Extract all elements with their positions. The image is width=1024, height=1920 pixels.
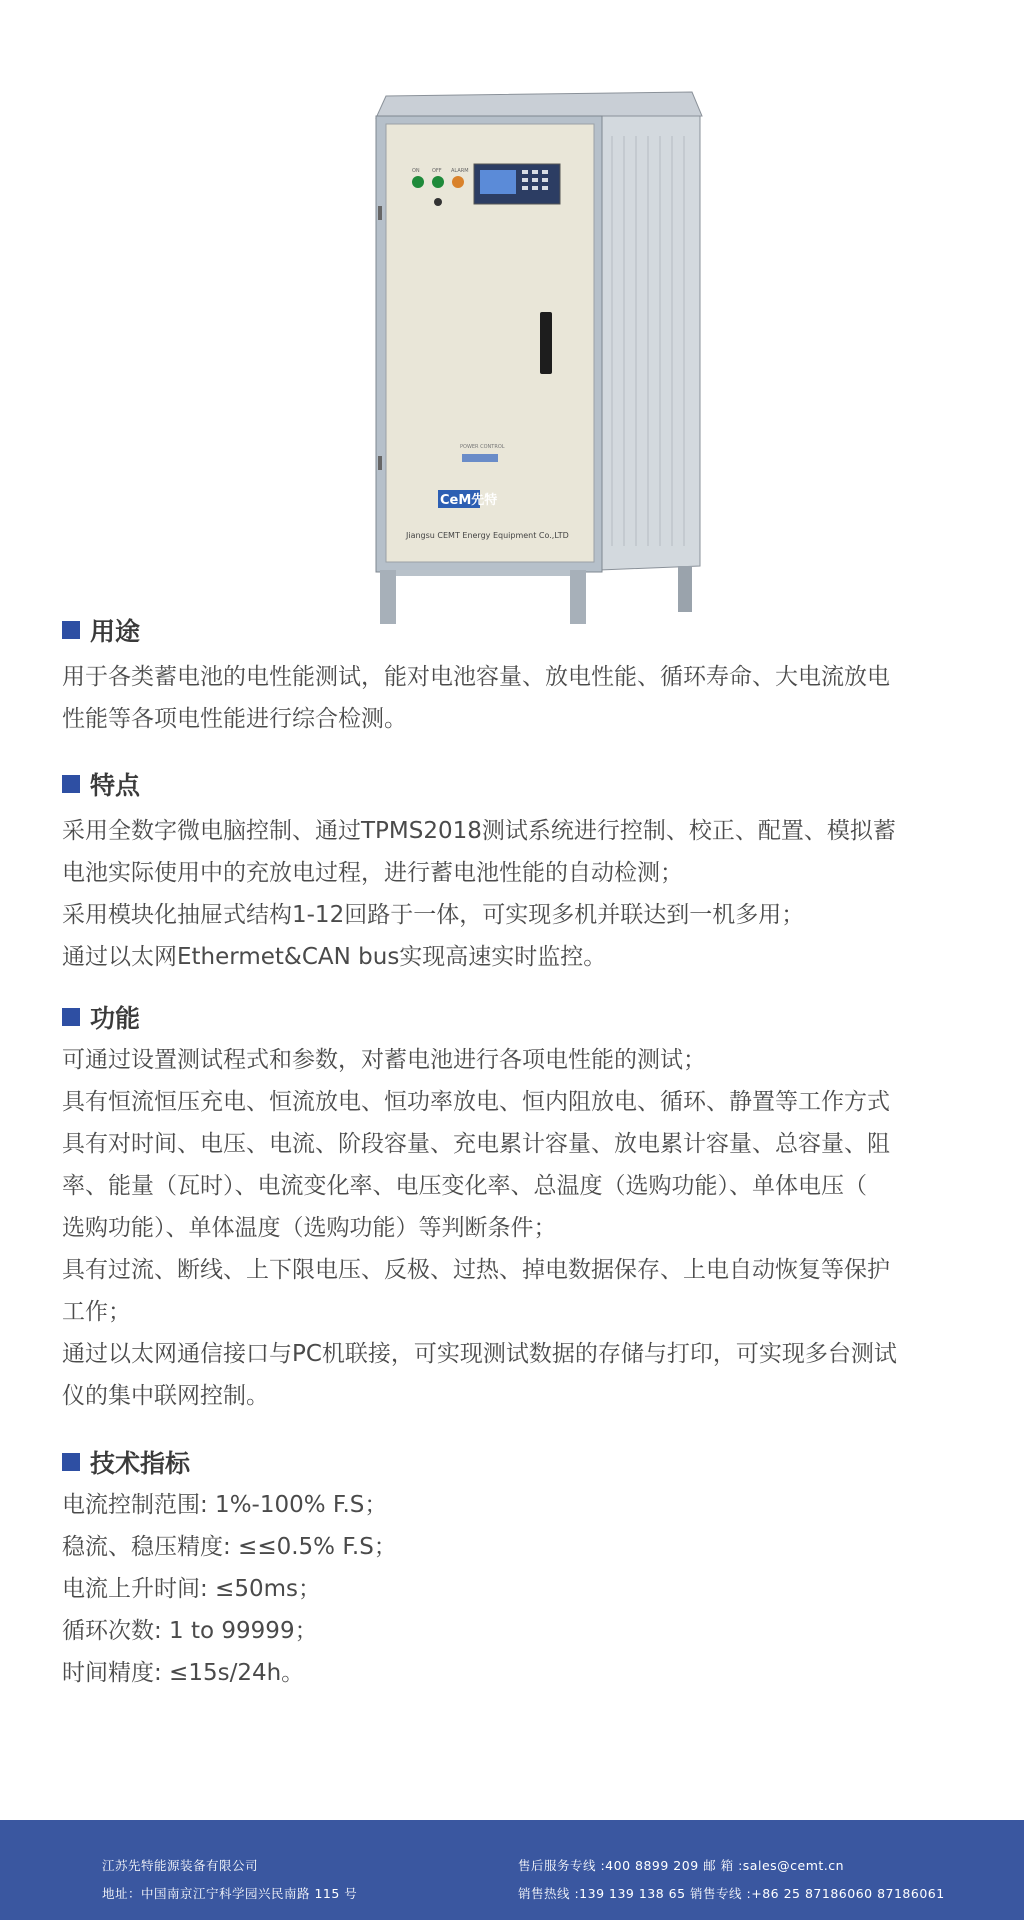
section-specs: [62, 1442, 972, 1694]
specs-line: 电流上升时间: ≤50ms；: [62, 1576, 321, 1602]
bullet-square-icon: [62, 1453, 80, 1471]
section-features: [62, 764, 972, 978]
features-line: 采用模块化抽屉式结构1-12回路于一体，可实现多机并联达到一机多用；: [62, 902, 805, 928]
specs-heading: [62, 1442, 972, 1482]
product-photo: [372, 76, 712, 626]
usage-line: 性能等各项电性能进行综合检测。: [62, 706, 407, 732]
functions-line: 具有过流、断线、上下限电压、反极、过热、掉电数据保存、上电自动恢复等保护: [62, 1257, 890, 1283]
brand-logo: CeM先特: [440, 493, 498, 508]
functions-line: 率、能量（瓦时）、电流变化率、电压变化率、总温度（选购功能）、单体电压（: [62, 1173, 867, 1199]
section-usage: [62, 610, 972, 740]
footer: [0, 1820, 1024, 1920]
features-title: 特点: [90, 771, 141, 800]
functions-line: 具有对时间、电压、电流、阶段容量、充电累计容量、放电累计容量、总容量、阻: [62, 1131, 890, 1157]
specs-line: 稳流、稳压精度: ≤≤0.5% F.S；: [62, 1534, 397, 1560]
footer-sales: 销售热线 :139 139 138 65 销售专线 :+86 25 87186060 87186061: [518, 1886, 945, 1901]
functions-title: 功能: [90, 1004, 141, 1033]
functions-line: 通过以太网通信接口与PC机联接，可实现测试数据的存储与打印，可实现多台测试: [62, 1341, 897, 1367]
footer-address: 地址：中国南京江宁科学园兴民南路 115 号: [102, 1886, 358, 1901]
features-line: 通过以太网Ethermet&CAN bus实现高速实时监控。: [62, 944, 607, 970]
usage-title: 用途: [90, 617, 141, 646]
section-functions: [62, 997, 972, 1417]
functions-line: 工作；: [62, 1299, 131, 1325]
specs-line: 电流控制范围: 1%-100% F.S；: [62, 1492, 388, 1518]
specs-title: 技术指标: [90, 1449, 191, 1478]
functions-line: 选购功能）、单体温度（选购功能）等判断条件；: [62, 1215, 557, 1241]
features-line: 电池实际使用中的充放电过程，进行蓄电池性能的自动检测；: [62, 860, 683, 886]
panel-label-off: OFF: [432, 168, 442, 174]
usage-line: 用于各类蓄电池的电性能测试，能对电池容量、放电性能、循环寿命、大电流放电: [62, 664, 890, 690]
panel-label-alarm: ALARM: [451, 168, 469, 174]
functions-line: 仪的集中联网控制。: [62, 1383, 269, 1409]
power-control-label: POWER CONTROL: [460, 444, 505, 450]
functions-line: 可通过设置测试程式和参数，对蓄电池进行各项电性能的测试；: [62, 1047, 706, 1073]
bullet-square-icon: [62, 775, 80, 793]
specs-line: 时间精度: ≤15s/24h。: [62, 1660, 305, 1686]
functions-line: 具有恒流恒压充电、恒流放电、恒功率放电、恒内阻放电、循环、静置等工作方式: [62, 1089, 890, 1115]
panel-label-on: ON: [412, 168, 420, 174]
functions-heading: [62, 997, 972, 1037]
features-heading: [62, 764, 972, 804]
footer-company: 江苏先特能源装备有限公司: [102, 1858, 259, 1873]
specs-line: 循环次数: 1 to 99999；: [62, 1618, 318, 1644]
usage-heading: [62, 610, 972, 650]
footer-service: 售后服务专线 :400 8899 209 邮 箱 :sales@cemt.cn: [518, 1858, 845, 1873]
bullet-square-icon: [62, 1008, 80, 1026]
bullet-square-icon: [62, 621, 80, 639]
company-name-en: Jiangsu CEMT Energy Equipment Co.,LTD: [406, 531, 569, 540]
features-line: 采用全数字微电脑控制、通过TPMS2018测试系统进行控制、校正、配置、模拟蓄: [62, 818, 896, 844]
